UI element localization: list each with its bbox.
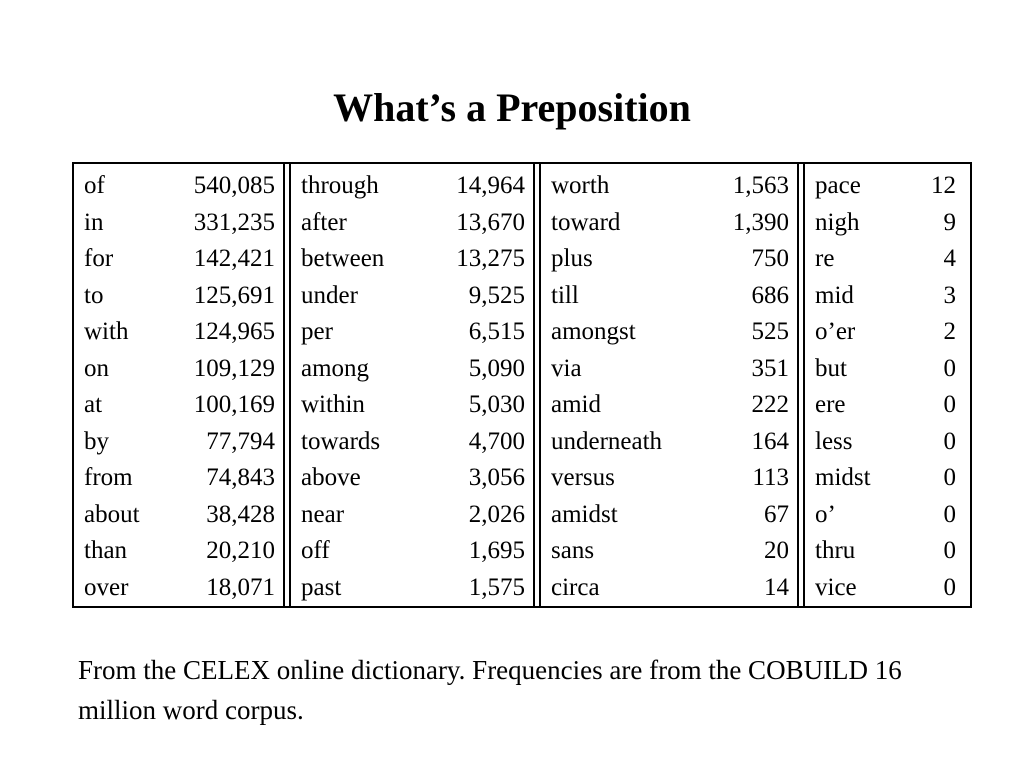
table-row: [541, 424, 797, 461]
frequency-value: 20,210: [206, 537, 275, 565]
preposition-word: at: [84, 391, 103, 419]
frequency-value: 100,169: [193, 391, 275, 419]
frequency-value: 6,515: [468, 318, 525, 346]
preposition-word: on: [84, 354, 109, 382]
frequency-value: 5,030: [468, 391, 525, 419]
frequency-value: 351: [751, 354, 789, 382]
preposition-word: toward: [551, 208, 621, 236]
preposition-word: ere: [815, 391, 846, 419]
column-divider: [283, 164, 291, 606]
table-row: [74, 314, 283, 351]
table-row: [805, 533, 964, 570]
table-row: [291, 424, 533, 461]
table-row: [291, 497, 533, 534]
preposition-word: via: [551, 354, 582, 382]
table-row: [291, 570, 533, 607]
preposition-word: with: [84, 318, 129, 346]
frequency-value: 540,085: [193, 172, 275, 200]
frequency-value: 1,575: [468, 573, 525, 601]
frequency-value: 686: [751, 281, 789, 309]
preposition-word: near: [301, 500, 345, 528]
preposition-word: to: [84, 281, 104, 309]
slide-title: What’s a Preposition: [333, 85, 691, 130]
preposition-word: about: [84, 500, 140, 528]
frequency-value: 67: [764, 500, 789, 528]
preposition-word: of: [84, 172, 105, 200]
table-row: [74, 497, 283, 534]
preposition-word: among: [301, 354, 370, 382]
preposition-word: than: [84, 537, 128, 565]
table-row: [74, 278, 283, 315]
frequency-value: 0: [943, 354, 956, 382]
frequency-value: 164: [751, 427, 789, 455]
preposition-word: but: [815, 354, 847, 382]
frequency-value: 109,129: [193, 354, 275, 382]
frequency-value: 142,421: [193, 245, 275, 273]
preposition-word: amidst: [551, 500, 618, 528]
preposition-word: in: [84, 208, 104, 236]
table-row: [541, 278, 797, 315]
table-row: [74, 241, 283, 278]
frequency-value: 113: [752, 464, 789, 492]
table-row: [74, 570, 283, 607]
column-divider: [797, 164, 805, 606]
table-row: [291, 278, 533, 315]
frequency-value: 13,670: [456, 208, 525, 236]
preposition-word: past: [301, 573, 342, 601]
preposition-word: worth: [551, 172, 610, 200]
column-group-4: [805, 164, 964, 606]
preposition-word: o’er: [815, 318, 856, 346]
column-group-3: [541, 164, 797, 606]
table-row: [805, 497, 964, 534]
frequency-value: 1,563: [732, 172, 789, 200]
frequency-value: 77,794: [206, 427, 275, 455]
table-row: [541, 497, 797, 534]
table-row: [541, 570, 797, 607]
table-row: [541, 205, 797, 242]
preposition-word: amongst: [551, 318, 636, 346]
preposition-word: from: [84, 464, 133, 492]
frequency-value: 2,026: [468, 500, 525, 528]
preposition-word: amid: [551, 391, 601, 419]
preposition-word: within: [301, 391, 365, 419]
frequency-value: 9,525: [468, 281, 525, 309]
frequency-value: 2: [943, 318, 956, 346]
table-row: [74, 387, 283, 424]
preposition-word: nigh: [815, 208, 860, 236]
frequency-value: 0: [943, 500, 956, 528]
preposition-word: towards: [301, 427, 381, 455]
column-group-1: [74, 164, 283, 606]
table-row: [805, 168, 964, 205]
frequency-value: 750: [751, 245, 789, 273]
frequency-value: 74,843: [206, 464, 275, 492]
frequency-value: 20: [764, 537, 789, 565]
preposition-word: till: [551, 281, 579, 309]
preposition-word: between: [301, 245, 385, 273]
table-row: [291, 533, 533, 570]
frequency-value: 18,071: [206, 573, 275, 601]
table-row: [541, 387, 797, 424]
frequency-value: 0: [943, 464, 956, 492]
preposition-word: over: [84, 573, 129, 601]
table-row: [541, 533, 797, 570]
preposition-word: under: [301, 281, 358, 309]
frequency-value: 0: [943, 427, 956, 455]
table-row: [291, 387, 533, 424]
frequency-value: 5,090: [468, 354, 525, 382]
table-row: [291, 241, 533, 278]
frequency-value: 0: [943, 391, 956, 419]
table-row: [541, 314, 797, 351]
frequency-value: 13,275: [456, 245, 525, 273]
table-row: [74, 460, 283, 497]
table-row: [805, 387, 964, 424]
table-row: [805, 460, 964, 497]
table-row: [74, 205, 283, 242]
preposition-word: underneath: [551, 427, 663, 455]
preposition-word: sans: [551, 537, 595, 565]
table-row: [74, 533, 283, 570]
table-row: [805, 314, 964, 351]
preposition-word: mid: [815, 281, 854, 309]
frequency-value: 0: [943, 573, 956, 601]
table-row: [541, 168, 797, 205]
preposition-frequency-table: [72, 162, 972, 608]
table-row: [805, 278, 964, 315]
preposition-word: o’: [815, 500, 836, 528]
frequency-value: 3: [943, 281, 956, 309]
frequency-value: 9: [943, 208, 956, 236]
source-caption: From the CELEX online dictionary. Frequencies are from the COBUILD 16 million word corpus.: [78, 655, 902, 725]
table-row: [74, 351, 283, 388]
frequency-value: 3,056: [468, 464, 525, 492]
preposition-word: plus: [551, 245, 593, 273]
preposition-word: midst: [815, 464, 871, 492]
frequency-value: 124,965: [193, 318, 275, 346]
preposition-word: versus: [551, 464, 615, 492]
table-row: [291, 314, 533, 351]
preposition-word: circa: [551, 573, 600, 601]
table-row: [805, 570, 964, 607]
preposition-word: after: [301, 208, 347, 236]
frequency-value: 222: [751, 391, 789, 419]
frequency-value: 125,691: [193, 281, 275, 309]
preposition-word: vice: [815, 573, 857, 601]
table-row: [805, 351, 964, 388]
frequency-value: 1,695: [468, 537, 525, 565]
column-group-2: [291, 164, 533, 606]
table-row: [805, 241, 964, 278]
frequency-value: 0: [943, 537, 956, 565]
table-row: [291, 351, 533, 388]
preposition-word: pace: [815, 172, 861, 200]
table-row: [541, 351, 797, 388]
frequency-value: 14,964: [456, 172, 525, 200]
table-row: [74, 424, 283, 461]
table-row: [291, 460, 533, 497]
frequency-value: 38,428: [206, 500, 275, 528]
table-row: [541, 460, 797, 497]
preposition-word: above: [301, 464, 361, 492]
table-row: [805, 424, 964, 461]
preposition-word: for: [84, 245, 114, 273]
preposition-word: re: [815, 245, 835, 273]
preposition-word: off: [301, 537, 330, 565]
preposition-word: thru: [815, 537, 856, 565]
frequency-value: 525: [751, 318, 789, 346]
preposition-word: through: [301, 172, 379, 200]
frequency-value: 14: [764, 573, 789, 601]
frequency-value: 4,700: [468, 427, 525, 455]
frequency-value: 331,235: [193, 208, 275, 236]
table-row: [291, 205, 533, 242]
frequency-value: 12: [931, 172, 956, 200]
frequency-value: 4: [943, 245, 956, 273]
table-row: [74, 168, 283, 205]
column-divider: [533, 164, 541, 606]
preposition-word: less: [815, 427, 853, 455]
table-row: [541, 241, 797, 278]
preposition-word: per: [301, 318, 333, 346]
frequency-value: 1,390: [732, 208, 789, 236]
preposition-word: by: [84, 427, 109, 455]
table-row: [805, 205, 964, 242]
table-row: [291, 168, 533, 205]
